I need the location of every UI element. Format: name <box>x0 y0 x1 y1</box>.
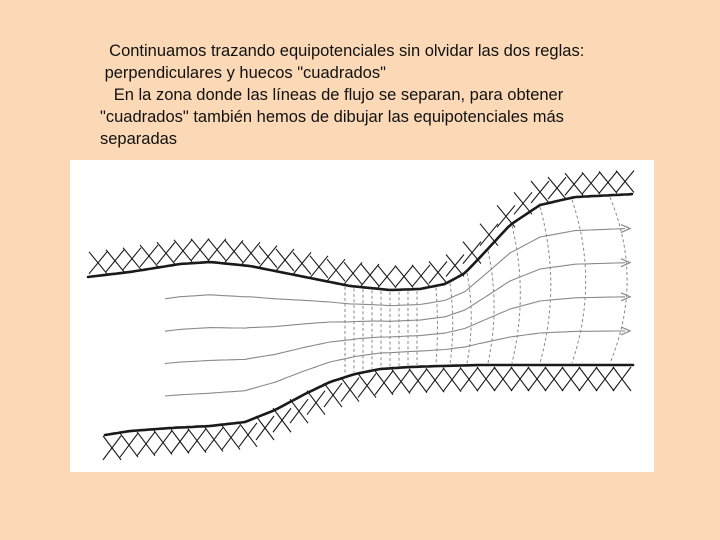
equipotential-line <box>436 288 437 364</box>
text-line-2: perpendiculares y huecos "cuadrados" <box>100 64 386 82</box>
upper-boundary-hatching <box>89 171 634 288</box>
lower-boundary <box>105 365 633 435</box>
flow-line <box>165 263 625 332</box>
flow-arrowheads <box>621 225 630 335</box>
equipotential-line <box>610 197 627 363</box>
text-line-5: separadas <box>100 130 178 148</box>
flow-line <box>165 297 625 364</box>
flow-net-figure <box>70 160 654 472</box>
flow-lines <box>165 229 625 396</box>
upper-boundary <box>88 194 632 290</box>
flow-net-drawing <box>70 160 654 472</box>
equipotential-line <box>450 283 453 364</box>
text-line-1: Continuamos trazando equipotenciales sin olvidar las dos reglas: <box>100 42 585 60</box>
equipotential-line <box>512 226 520 363</box>
equipotential-line <box>540 207 551 363</box>
flow-line <box>165 331 625 396</box>
equipotential-lines <box>345 197 627 375</box>
text-line-4: "cuadrados" también hemos de dibujar las equipotenciales más <box>100 108 564 126</box>
text-line-3: En la zona donde las líneas de flujo se separan, para obtener <box>100 86 564 104</box>
equipotential-line <box>572 200 586 363</box>
lower-boundary-hatching <box>103 367 631 460</box>
slide-text <box>100 40 680 150</box>
